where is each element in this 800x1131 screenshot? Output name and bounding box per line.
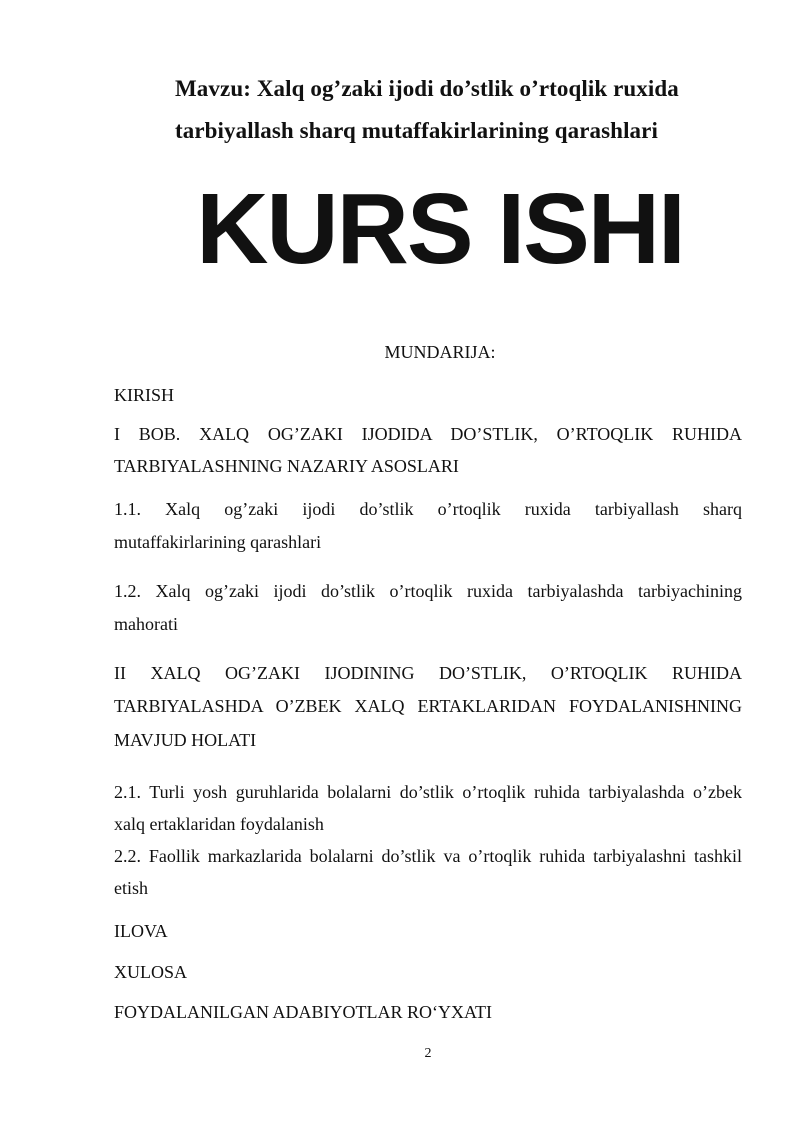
toc-line: mutaffakirlarining qarashlari (114, 532, 322, 552)
toc-line: 1.2. Xalq og’zaki ijodi do’stlik o’rtoqlik ruxida tarbiyalashda tarbiyachining (114, 581, 742, 601)
toc-line: TARBIYALASHDA O’ZBEK XALQ ERTAKLARIDAN FOYDALANISHNING (114, 696, 742, 716)
toc-line: etish (114, 878, 148, 898)
toc-item-references: FOYDALANILGAN ADABIYOTLAR RO‘YXATI (114, 1002, 492, 1022)
toc-line: TARBIYALASHNING NAZARIY ASOSLARI (114, 456, 459, 476)
toc-item-ilova: ILOVA (114, 921, 168, 941)
toc-line: MAVJUD HOLATI (114, 730, 257, 750)
toc-item-kirish: KIRISH (114, 385, 175, 405)
toc-line: II XALQ OG’ZAKI IJODINING DO’STLIK, O’RTOQLIK RUHIDA (114, 663, 742, 683)
toc-line: 2.2. Faollik markazlarida bolalarni do’stlik va o’rtoqlik ruhida tarbiyalashni tashkil (114, 846, 742, 866)
document-type-title: KURS ISHI (196, 173, 684, 285)
topic-line-2: tarbiyallash sharq mutaffakirlarining qarashlari (175, 118, 658, 143)
toc-line: xalq ertaklaridan foydalanish (114, 814, 324, 834)
toc-line: 1.1. Xalq og’zaki ijodi do’stlik o’rtoqlik ruxida tarbiyallash sharq (114, 499, 742, 519)
toc-item-xulosa: XULOSA (114, 962, 188, 982)
page-number: 2 (424, 1046, 432, 1061)
toc-line: 2.1. Turli yosh guruhlarida bolalarni do’stlik o’rtoqlik ruhida tarbiyalashda o’zbek (114, 782, 742, 802)
toc-heading: MUNDARIJA: (384, 342, 496, 362)
toc-line: mahorati (114, 614, 178, 634)
toc-line: I BOB. XALQ OG’ZAKI IJODIDA DO’STLIK, O’RTOQLIK RUHIDA (114, 424, 742, 444)
topic-line-1: Mavzu: Xalq og’zaki ijodi do’stlik o’rtoqlik ruxida (175, 76, 679, 101)
